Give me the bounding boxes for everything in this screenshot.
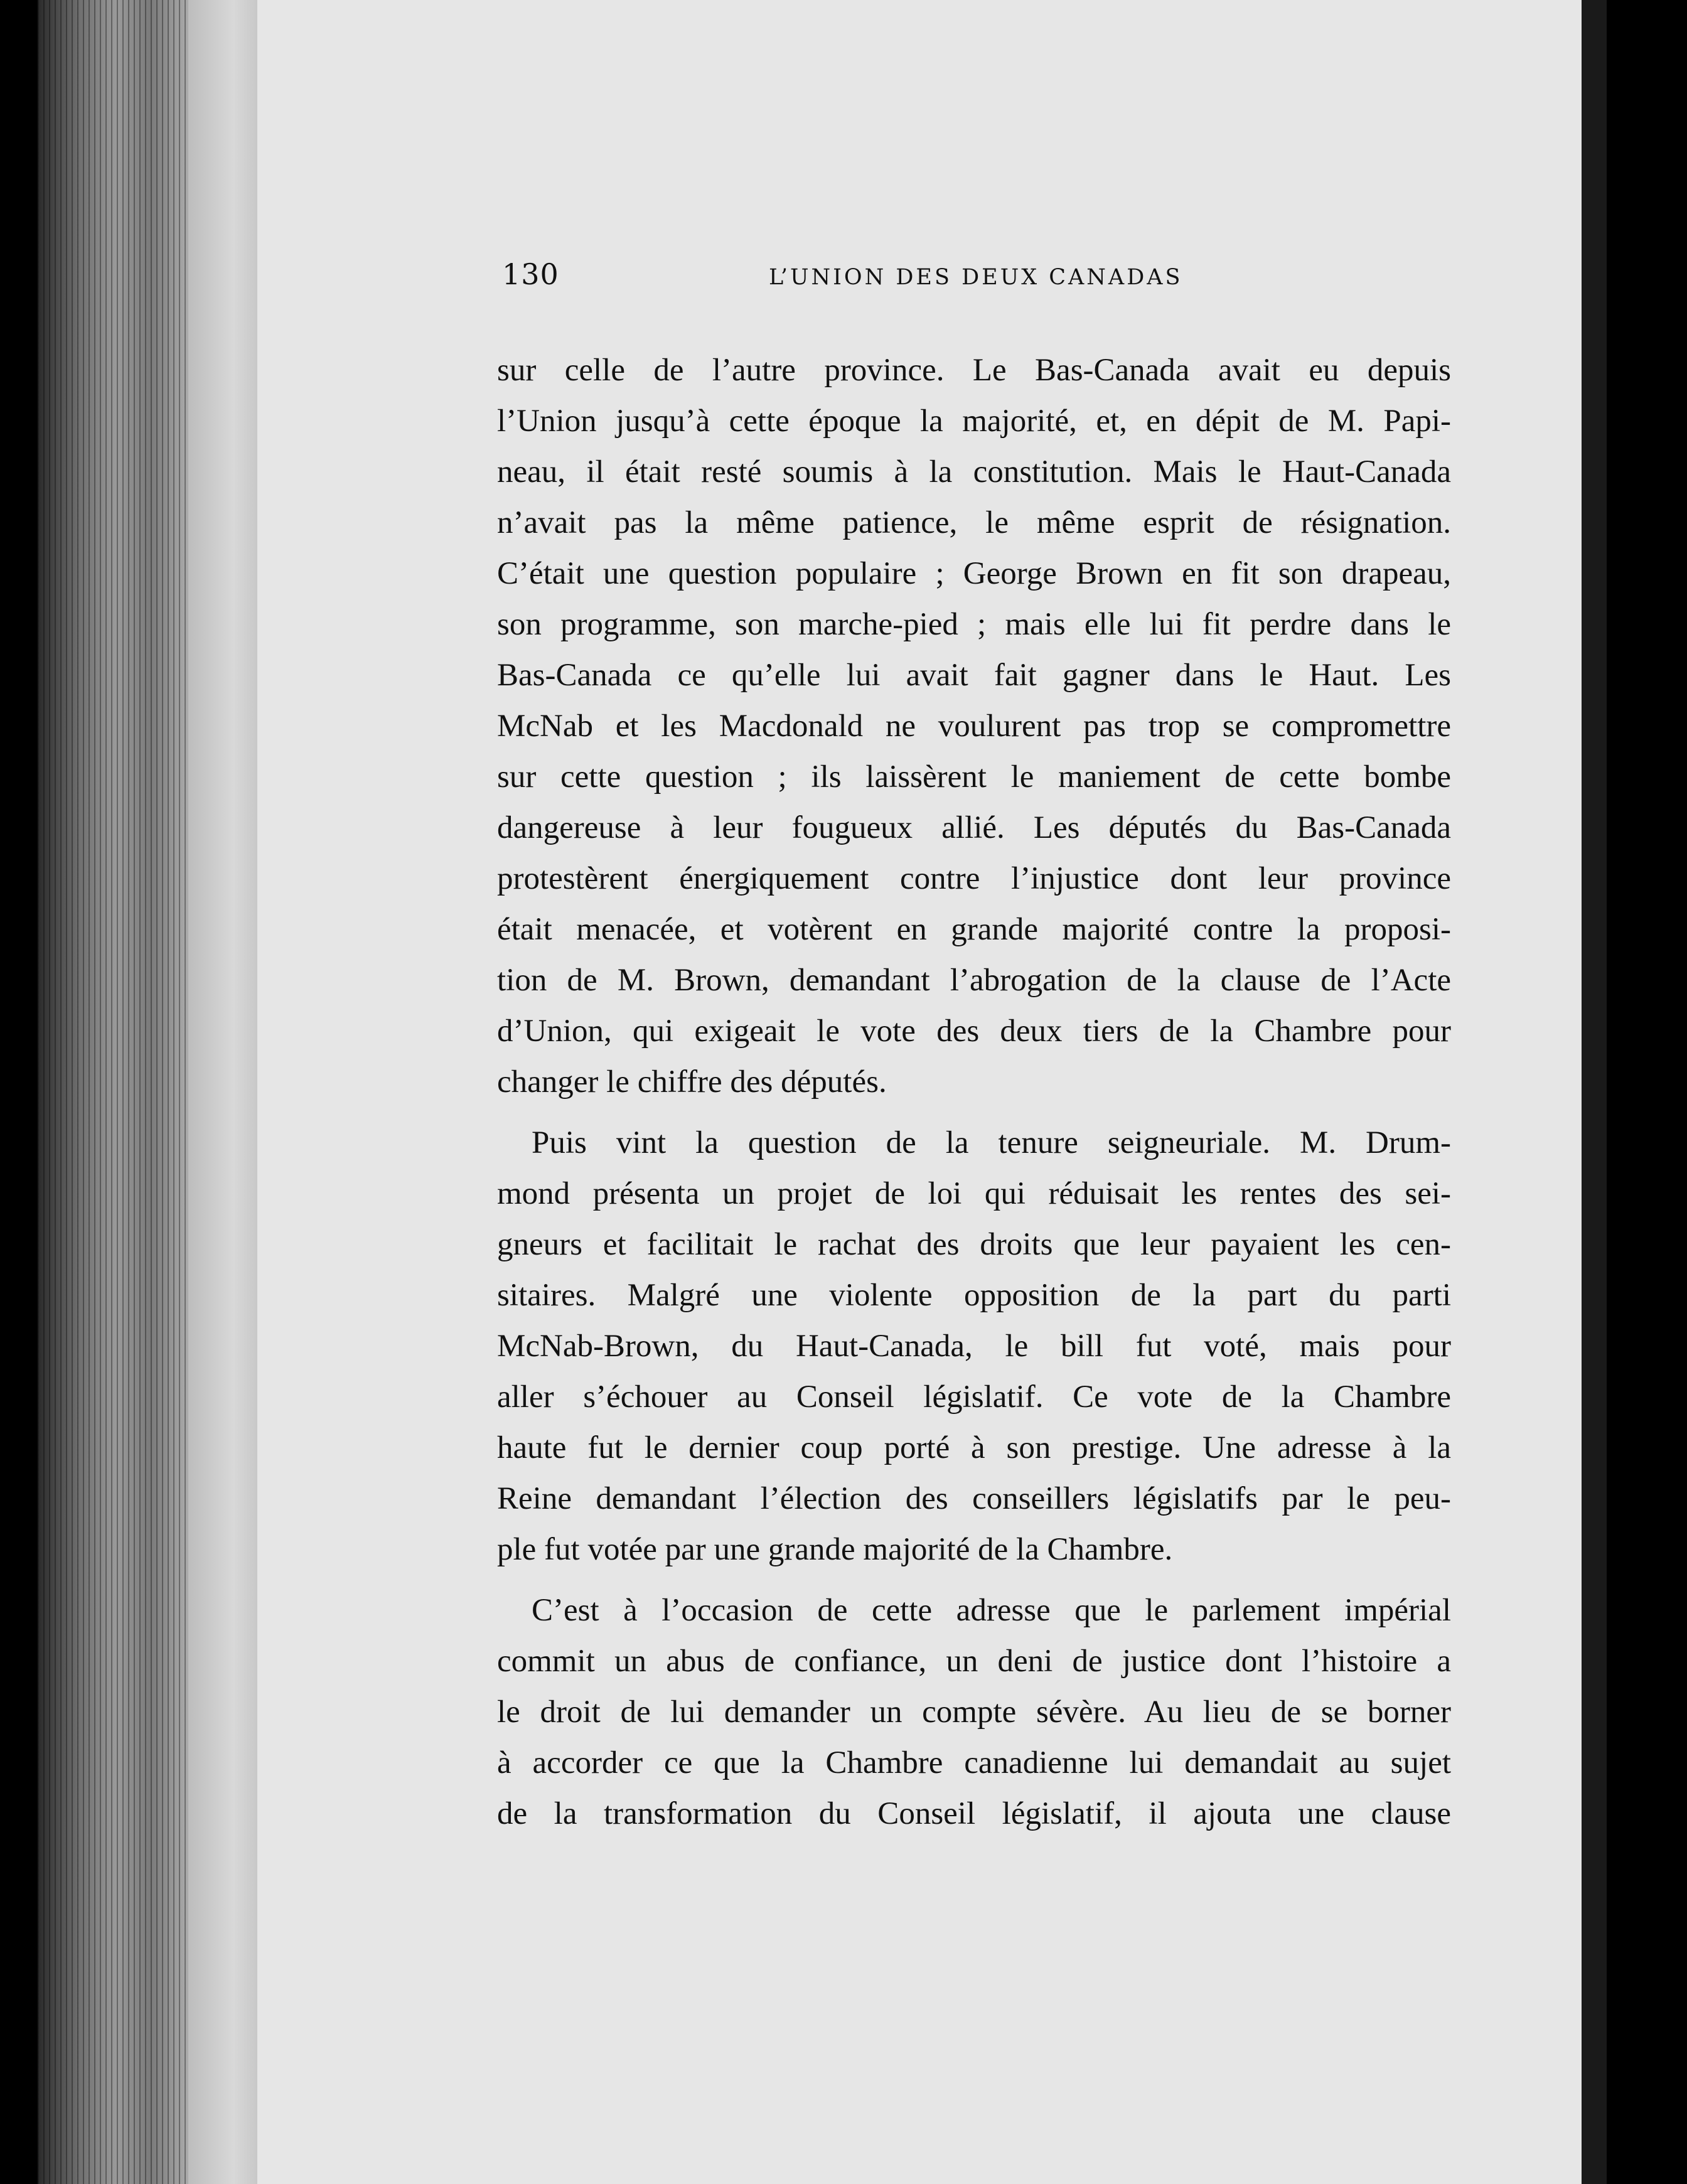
text-line: gneurs et facilitait le rachat des droits que leur payaient les cen- (497, 1227, 1451, 1262)
text-line: était menacée, et votèrent en grande majorité contre la proposi- (497, 912, 1451, 947)
text-line: C’était une question populaire ; George Brown en fit son drapeau, (497, 556, 1451, 591)
text-line: Puis vint la question de la tenure seigneuriale. M. Drum- (532, 1125, 1451, 1160)
text-line: Bas-Canada ce qu’elle lui avait fait gagner dans le Haut. Les (497, 658, 1451, 693)
text-line: aller s’échouer au Conseil législatif. Ce vote de la Chambre (497, 1379, 1451, 1415)
book-binding (188, 0, 264, 2184)
text-line: dangereuse à leur fougueux allié. Les députés du Bas-Canada (497, 810, 1451, 845)
right-page-edge (1582, 0, 1607, 2184)
text-line: mond présenta un projet de loi qui réduisait les rentes des sei- (497, 1176, 1451, 1211)
text-line: sitaires. Malgré une violente opposition de la part du parti (497, 1278, 1451, 1313)
text-line: son programme, son marche-pied ; mais elle lui fit perdre dans le (497, 607, 1451, 642)
text-line: le droit de lui demander un compte sévère. Au lieu de se borner (497, 1694, 1451, 1730)
body-text (497, 345, 1451, 1839)
text-line: commit un abus de confiance, un deni de justice dont l’histoire a (497, 1644, 1451, 1679)
text-line: ple fut votée par une grande majorité de la Chambre. (497, 1532, 1173, 1567)
text-line: protestèrent énergiquement contre l’injustice dont leur province (497, 861, 1451, 896)
text-line: tion de M. Brown, demandant l’abrogation de la clause de l’Acte (497, 963, 1451, 998)
text-line: d’Union, qui exigeait le vote des deux tiers de la Chambre pour (497, 1014, 1451, 1049)
text-line: de la transformation du Conseil législatif, il ajouta une clause (497, 1796, 1451, 1831)
text-line: C’est à l’occasion de cette adresse que le parlement impérial (532, 1593, 1451, 1628)
text-line: l’Union jusqu’à cette époque la majorité, et, en dépit de M. Papi- (497, 404, 1451, 439)
text-line: neau, il était resté soumis à la constitution. Mais le Haut-Canada (497, 454, 1451, 490)
running-title: L’UNION DES DEUX CANADAS (769, 265, 1183, 290)
background-border (1607, 0, 1687, 2184)
text-line: Reine demandant l’élection des conseillers législatifs par le peu- (497, 1481, 1451, 1516)
text-line: sur celle de l’autre province. Le Bas-Canada avait eu depuis (497, 353, 1451, 388)
text-line: à accorder ce que la Chambre canadienne lui demandait au sujet (497, 1745, 1451, 1780)
page-header (502, 257, 1443, 295)
text-line: McNab et les Macdonald ne voulurent pas trop se compromettre (497, 709, 1451, 744)
text-line: n’avait pas la même patience, le même esprit de résignation. (497, 505, 1451, 540)
page-number: 130 (502, 257, 559, 291)
text-line: McNab-Brown, du Haut-Canada, le bill fut voté, mais pour (497, 1329, 1451, 1364)
text-line: haute fut le dernier coup porté à son prestige. Une adresse à la (497, 1430, 1451, 1465)
text-line: sur cette question ; ils laissèrent le maniement de cette bombe (497, 759, 1451, 795)
text-line: changer le chiffre des députés. (497, 1064, 887, 1100)
